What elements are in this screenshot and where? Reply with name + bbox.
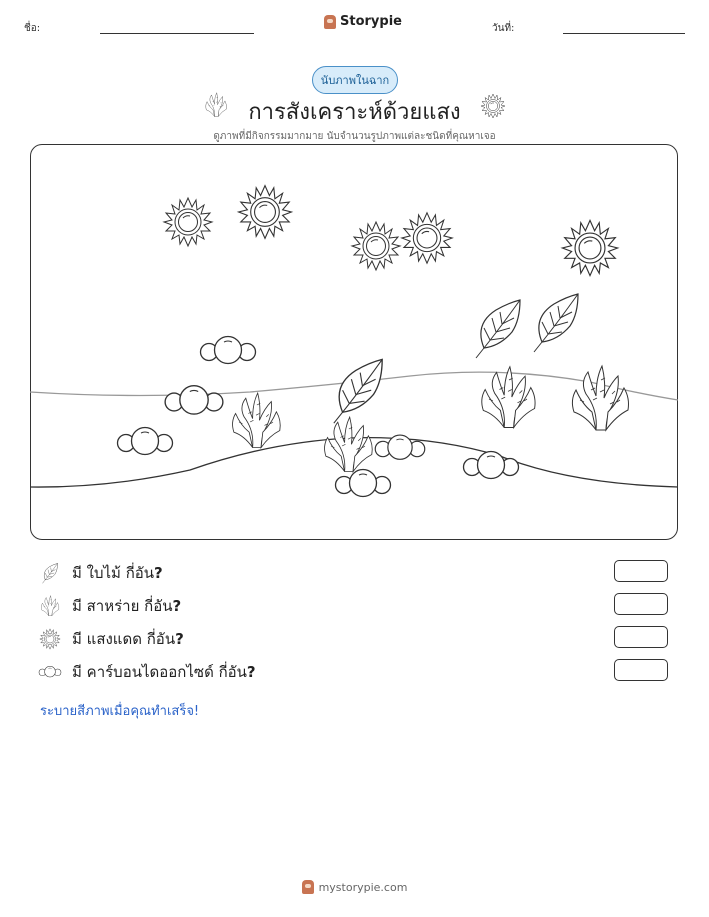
seaweed-icon — [482, 367, 535, 428]
question-seaweed — [38, 593, 181, 619]
storypie-logo-icon — [302, 880, 314, 894]
question-text: มี แสงแดด กี่อัน — [72, 630, 176, 648]
seaweed-icon — [38, 594, 62, 618]
leaf-icon — [38, 561, 62, 585]
footer — [0, 880, 709, 894]
seaweed-icon — [572, 366, 628, 430]
storypie-logo-icon — [324, 15, 336, 29]
co2-icon — [201, 337, 256, 364]
sun-icon — [562, 220, 617, 275]
co2-icon — [118, 428, 173, 455]
question-sun — [38, 626, 184, 652]
answer-box-seaweed[interactable] — [614, 593, 668, 615]
name-line[interactable] — [100, 33, 254, 34]
page-subtitle: ดูภาพที่มีกิจกรรมมากมาย นับจำนวนรูปภาพแต่ละชนิดที่คุณหาเจอ — [213, 131, 496, 142]
question-mark: ? — [172, 597, 182, 615]
leaf-icon — [334, 359, 382, 423]
name-label: ชื่อ: — [24, 23, 41, 34]
date-line[interactable] — [563, 33, 685, 34]
title-sun-icon — [480, 93, 506, 119]
co2-icon — [165, 386, 223, 414]
question-mark: ? — [175, 630, 184, 648]
brand-logo — [324, 14, 402, 29]
co2-icon — [375, 435, 425, 459]
answer-box-co2[interactable] — [614, 659, 668, 681]
question-co2 — [38, 659, 256, 685]
question-text: มี คาร์บอนไดออกไซด์ กี่อัน — [72, 663, 247, 681]
co2-icon — [38, 660, 62, 684]
sun-icon — [164, 198, 212, 246]
page-title: การสังเคราะห์ด้วยแสง — [248, 100, 461, 125]
question-text: มี สาหร่าย กี่อัน — [72, 597, 173, 615]
sun-icon — [38, 627, 62, 651]
date-label: วันที่: — [492, 23, 515, 34]
seaweed-icon — [233, 393, 281, 447]
co2-icon — [336, 470, 391, 497]
title-seaweed-icon — [203, 92, 229, 118]
leaf-icon — [476, 300, 520, 358]
seaweed-icon — [325, 417, 373, 471]
question-mark: ? — [154, 564, 163, 582]
answer-box-sun[interactable] — [614, 626, 668, 648]
scene-illustration — [30, 144, 678, 540]
sun-icon — [239, 186, 292, 239]
leaf-icon — [534, 294, 578, 352]
question-mark: ? — [246, 663, 256, 681]
footer-url[interactable]: mystorypie.com — [318, 880, 408, 894]
color-prompt: ระบายสีภาพเมื่อคุณทำเสร็จ! — [40, 704, 200, 719]
answer-box-leaf[interactable] — [614, 560, 668, 582]
sun-icon — [352, 222, 400, 270]
badge: นับภาพในฉาก — [312, 66, 398, 94]
sun-icon — [402, 213, 452, 263]
brand-name: Storypie — [340, 14, 402, 29]
question-text: มี ใบไม้ กี่อัน — [72, 564, 155, 582]
question-leaf — [38, 560, 163, 586]
co2-icon — [464, 452, 519, 479]
